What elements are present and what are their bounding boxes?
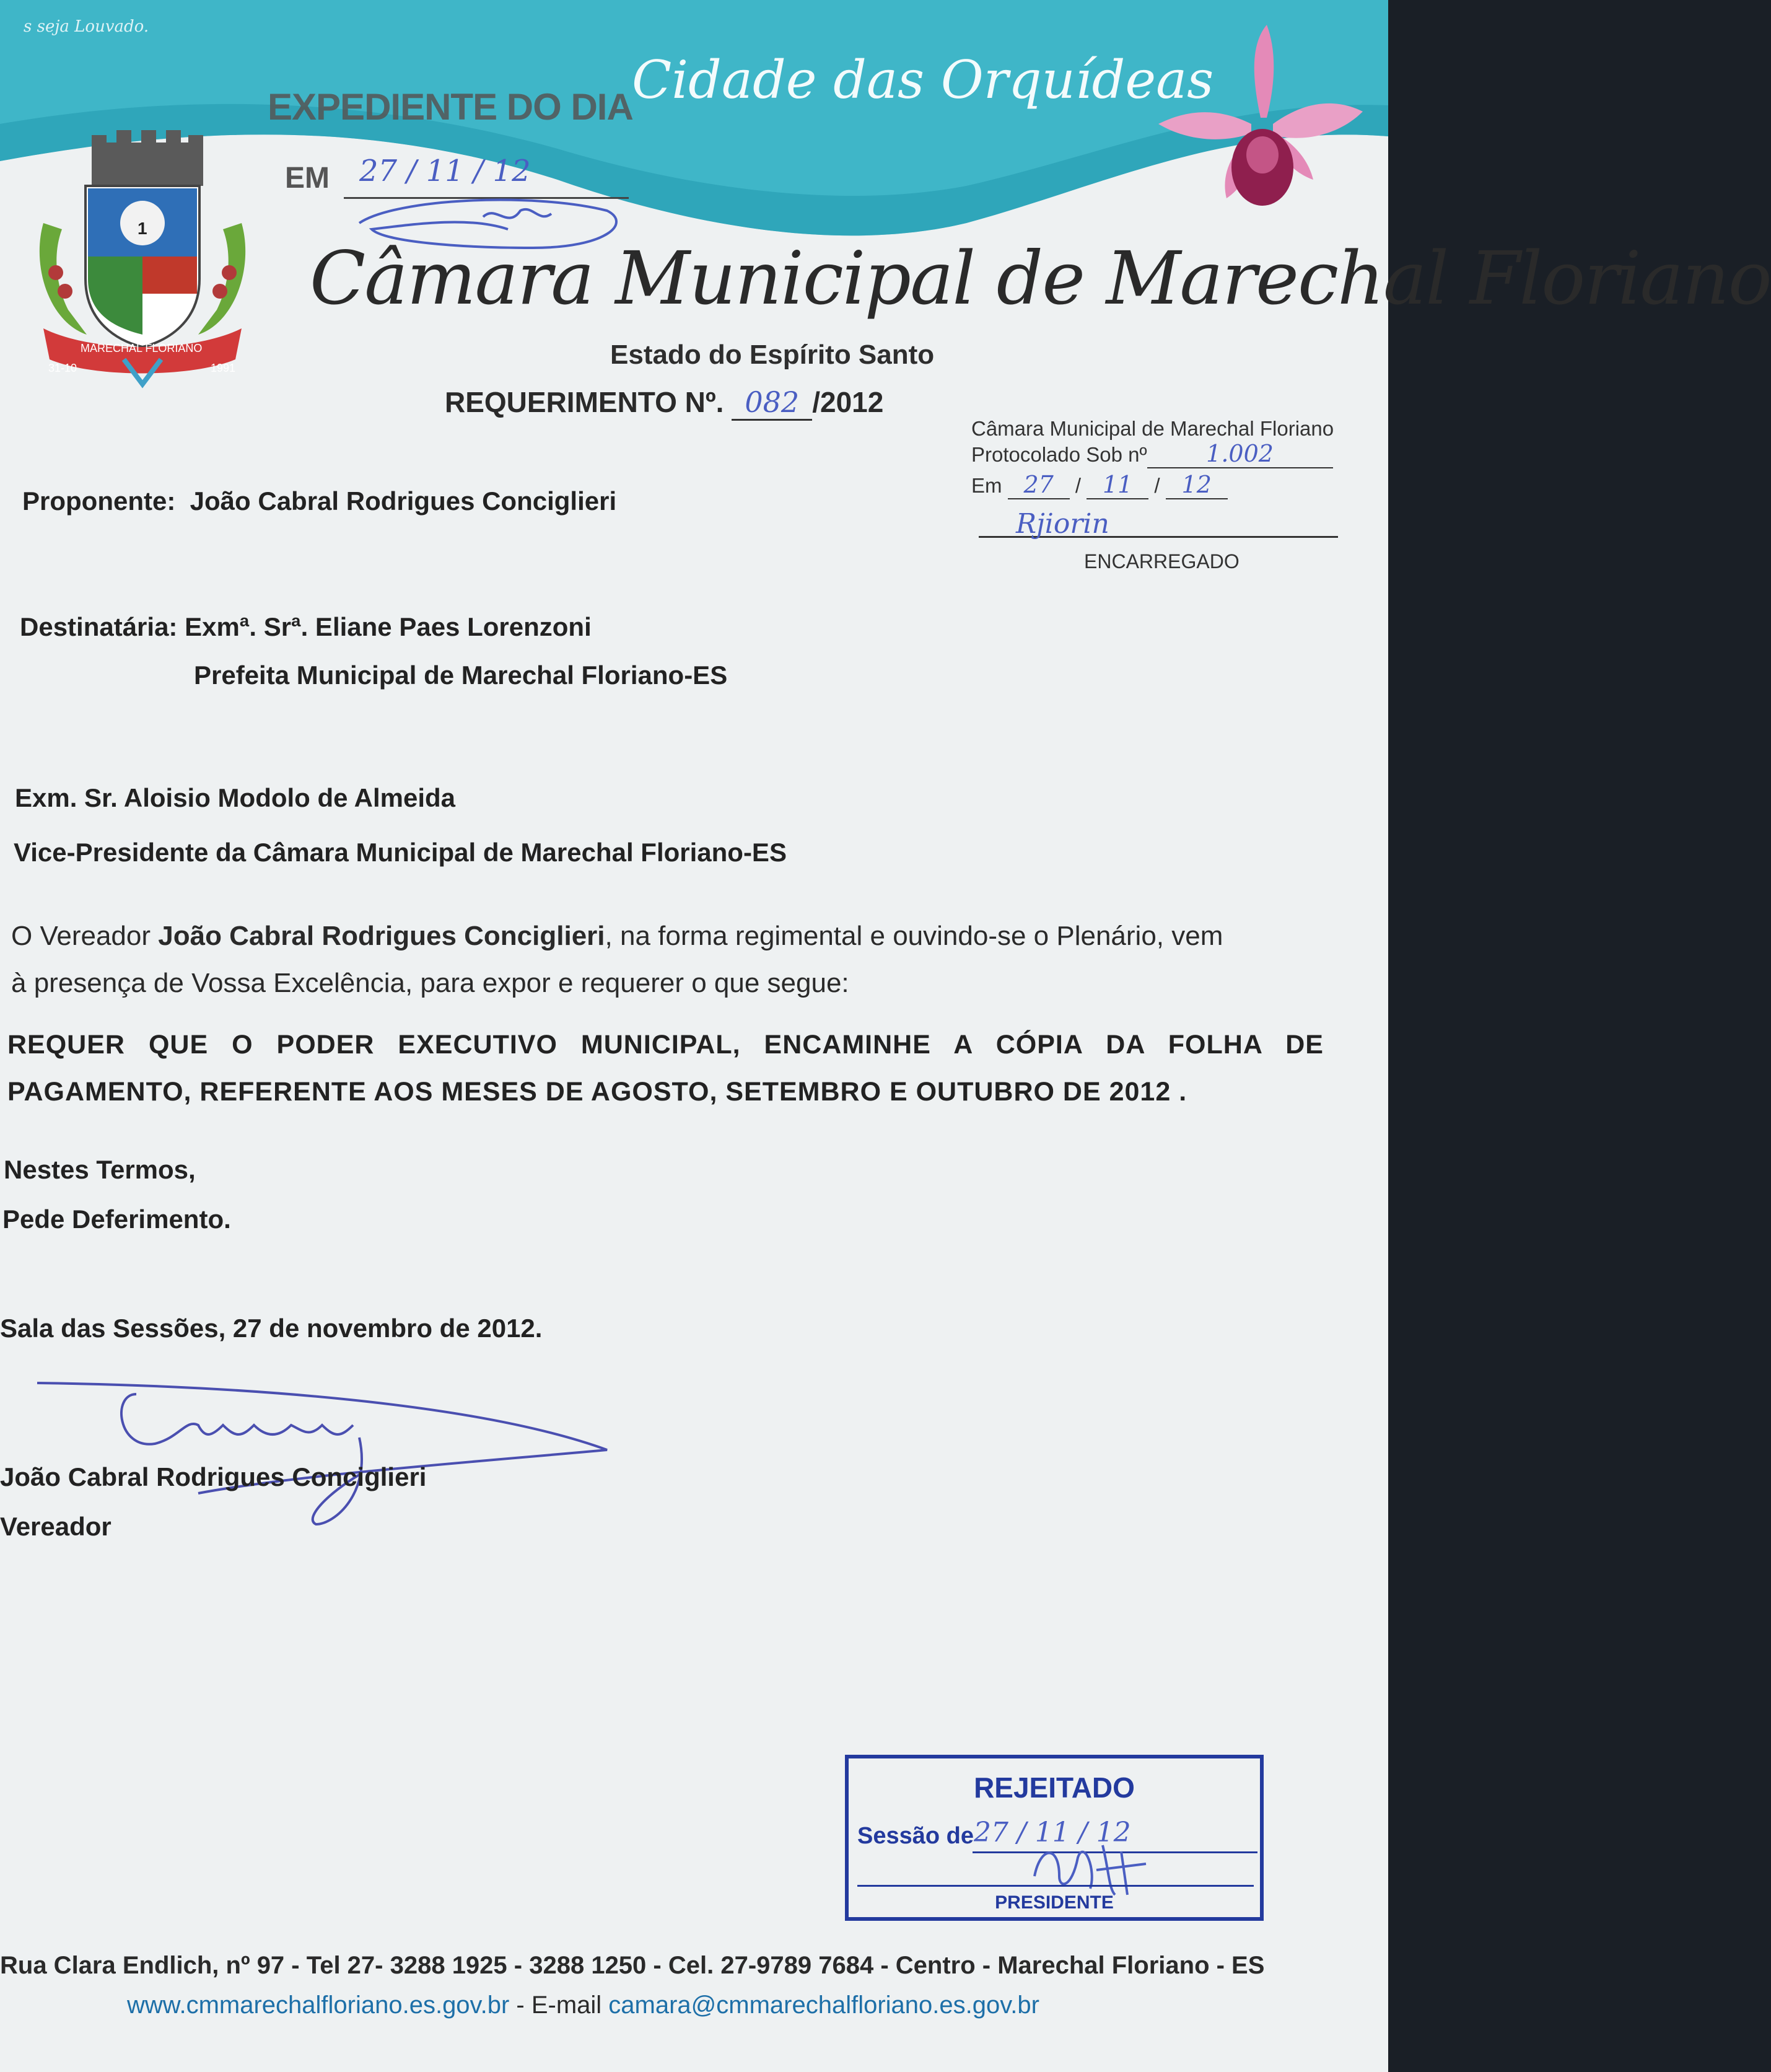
city-slogan: Cidade das Orquídeas: [632, 50, 1214, 110]
state-subtitle: Estado do Espírito Santo: [610, 340, 935, 370]
requerimento-year: /2012: [812, 386, 884, 418]
expediente-em-label: EM: [285, 162, 330, 195]
protocol-signature: Rjiorin: [979, 508, 1338, 538]
tagline: s seja Louvado.: [24, 17, 149, 36]
requerimento-number-value: 082: [732, 385, 812, 421]
body-intro: O Vereador: [11, 921, 159, 951]
protocol-year: 12: [1181, 471, 1212, 498]
addressee-name: Exm. Sr. Aloisio Modolo de Almeida: [15, 783, 456, 812]
svg-text:31-10: 31-10: [48, 362, 77, 374]
svg-text:MARECHAL FLORIANO: MARECHAL FLORIANO: [81, 342, 203, 354]
request-line2: PAGAMENTO, REFERENTE AOS MESES DE AGOSTO, SETEMBRO E OUTUBRO DE 2012 .: [7, 1077, 1187, 1107]
stamp-presidente: PRESIDENTE: [995, 1892, 1114, 1913]
footer-email-link[interactable]: camara@cmmarechalfloriano.es.gov.br: [608, 1991, 1039, 2019]
destinataria: [20, 612, 592, 642]
body-paragraph-line1: [11, 921, 1223, 952]
protocol-label: Protocolado Sob nº: [971, 443, 1147, 466]
stamp-sessao-label: Sessão de: [857, 1823, 974, 1849]
closing-deferimento: Pede Deferimento.: [2, 1205, 231, 1234]
requerimento-label: REQUERIMENTO Nº.: [445, 386, 724, 418]
municipal-crest-icon: [31, 124, 254, 390]
body-vereador-name: João Cabral Rodrigues Conciglieri: [158, 921, 605, 951]
destinataria-role: Prefeita Municipal de Marechal Floriano-ES: [194, 661, 728, 690]
chamber-title: Câmara Municipal de Marechal Floriano: [310, 235, 1771, 321]
footer-address: Rua Clara Endlich, nº 97 - Tel 27- 3288 1925 - 3288 1250 - Cel. 27-9789 7684 - Centro - Marechal Floriano - ES: [0, 1952, 1265, 1979]
expediente-date: 27 / 11 / 12: [359, 154, 531, 188]
footer-contact: [127, 1991, 1039, 2019]
addressee-role: Vice-Presidente da Câmara Municipal de Marechal Floriano-ES: [14, 838, 787, 867]
svg-text:1991: 1991: [211, 362, 236, 374]
protocol-number: 1.002: [1206, 440, 1274, 467]
stamp-signature-icon: [1022, 1833, 1158, 1901]
proponente-name: João Cabral Rodrigues Conciglieri: [190, 486, 617, 516]
stamp-status: REJEITADO: [974, 1771, 1135, 1804]
requerimento-number: [445, 385, 883, 421]
request-text: [7, 1021, 1324, 1115]
request-line1: REQUER QUE O PODER EXECUTIVO MUNICIPAL, ENCAMINHE A CÓPIA DA FOLHA DE: [7, 1030, 1324, 1060]
footer-website-link[interactable]: www.cmmarechalfloriano.es.gov.br: [127, 1991, 510, 2019]
stamp-presidente-line: [857, 1885, 1254, 1887]
proponente: [22, 486, 616, 516]
footer-email-label: - E-mail: [509, 1991, 609, 2019]
signature-scribble-icon: [37, 1369, 619, 1543]
protocol-block: Câmara Municipal de Marechal Floriano Protocolado Sob nº 1.002 Em 27 / 11 / 12: [971, 416, 1368, 499]
protocol-chamber: Câmara Municipal de Marechal Floriano: [971, 417, 1334, 440]
destinataria-name: Exmª. Srª. Eliane Paes Lorenzoni: [185, 612, 592, 641]
rejected-stamp: [845, 1755, 1264, 1921]
body-intro-rest: , na forma regimental e ouvindo-se o Plenário, vem: [605, 921, 1223, 951]
place-date: Sala das Sessões, 27 de novembro de 2012.: [0, 1314, 543, 1343]
svg-text:1: 1: [138, 219, 147, 238]
proponente-label: Proponente:: [22, 486, 176, 516]
protocol-encarregado: ENCARREGADO: [1084, 550, 1240, 573]
closing-termos: Nestes Termos,: [4, 1155, 196, 1184]
protocol-month: 11: [1103, 471, 1133, 498]
protocol-day: 27: [1023, 471, 1054, 498]
protocol-em-label: Em: [971, 474, 1002, 497]
destinataria-label: Destinatária:: [20, 612, 178, 641]
signer-name: João Cabral Rodrigues Conciglieri: [0, 1462, 427, 1491]
stamp-sessao-date: 27 / 11 / 12: [974, 1817, 1131, 1848]
signer-role: Vereador: [0, 1512, 112, 1541]
expediente-stamp: EXPEDIENTE DO DIA: [268, 86, 633, 128]
body-paragraph-line2: à presença de Vossa Excelência, para expor e requerer o que segue:: [11, 968, 849, 998]
